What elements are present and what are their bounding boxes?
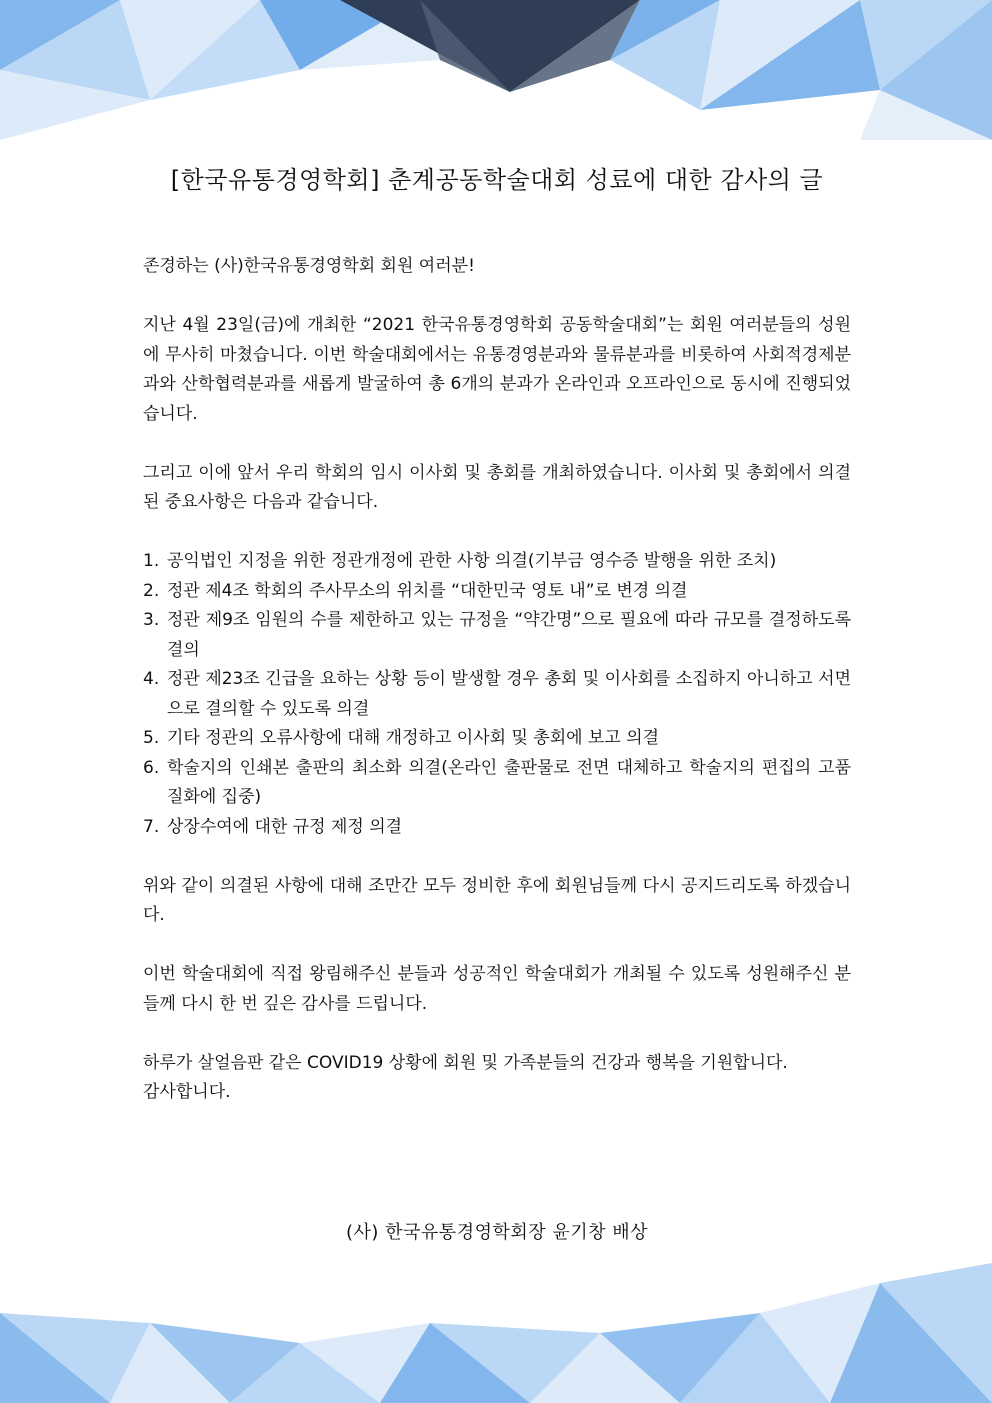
list-item bbox=[143, 813, 851, 843]
list-item-text: 공익법인 지정을 위한 정관개정에 관한 사항 의결(기부금 영수증 발행을 위한 조치) bbox=[167, 551, 777, 571]
page-title: [한국유통경영학회] 춘계공동학술대회 성료에 대한 감사의 글 bbox=[170, 166, 824, 194]
paragraph: 그리고 이에 앞서 우리 학회의 임시 이사회 및 총회를 개최하였습니다. 이사회 및 총회에서 의결된 중요사항은 다음과 같습니다. bbox=[143, 462, 851, 512]
list-item bbox=[143, 547, 851, 577]
footer-triangle-decoration bbox=[0, 1263, 992, 1403]
letter-body bbox=[143, 252, 851, 1108]
greeting: 존경하는 (사)한국유통경영학회 회원 여러분! bbox=[143, 256, 475, 276]
list-number: 6. bbox=[143, 757, 160, 778]
list-number: 4. bbox=[143, 669, 160, 689]
paragraph: 지난 4월 23일(금)에 개최한 “2021 한국유통경영학회 공동학술대회”는 회원 여러분들의 성원에 무사히 마쳤습니다. 이번 학술대회에서는 유통경영분과와 물류분과를 비롯하여 사회적경제분과와 산학협력분과를 새롭게 발굴하여 총 6개의 분과가 온라인과 오프라인으로 동시에 진행되었습니다. bbox=[143, 315, 851, 424]
signature: (사) 한국유통경영학회장 윤기창 배상 bbox=[345, 1222, 649, 1243]
list-item bbox=[143, 754, 851, 813]
list-item bbox=[143, 606, 851, 665]
list-number: 5. bbox=[143, 728, 160, 748]
list-item-text: 상장수여에 대한 규정 제정 의결 bbox=[167, 816, 403, 837]
list-item-text: 정관 제23조 긴급을 요하는 상황 등이 발생할 경우 총회 및 이사회를 소집하지 아니하고 서면으로 결의할 수 있도록 의결 bbox=[167, 669, 851, 719]
paragraph: 이번 학술대회에 직접 왕림해주신 분들과 성공적인 학술대회가 개최될 수 있도록 성원해주신 분들께 다시 한 번 깊은 감사를 드립니다. bbox=[143, 964, 851, 1014]
list-item bbox=[143, 665, 851, 724]
list-number: 2. bbox=[143, 580, 160, 601]
list-item-text: 학술지의 인쇄본 출판의 최소화 의결(온라인 출판물로 전면 대체하고 학술지의 편집의 고품질화에 집중) bbox=[167, 757, 851, 807]
list-item-text: 정관 제9조 임원의 수를 제한하고 있는 규정을 “약간명”으로 필요에 따라 규모를 결정하도록 결의 bbox=[167, 610, 851, 660]
list-number: 7. bbox=[143, 816, 160, 837]
list-item-text: 기타 정관의 오류사항에 대해 개정하고 이사회 및 총회에 보고 의결 bbox=[167, 728, 660, 748]
list-number: 3. bbox=[143, 610, 160, 630]
resolution-list bbox=[143, 547, 851, 842]
header-triangle-decoration bbox=[0, 0, 992, 140]
list-item bbox=[143, 577, 851, 607]
paragraph: 위와 같이 의결된 사항에 대해 조만간 모두 정비한 후에 회원님들께 다시 공지드리도록 하겠습니다. bbox=[143, 875, 851, 925]
list-number: 1. bbox=[143, 551, 160, 571]
list-item-text: 정관 제4조 학회의 주사무소의 위치를 “대한민국 영토 내”로 변경 의결 bbox=[167, 580, 688, 601]
thanks-line: 감사합니다. bbox=[143, 1082, 231, 1102]
list-item bbox=[143, 724, 851, 754]
closing-wish: 하루가 살얼음판 같은 COVID19 상황에 회원 및 가족분들의 건강과 행복을 기원합니다. bbox=[143, 1052, 788, 1073]
